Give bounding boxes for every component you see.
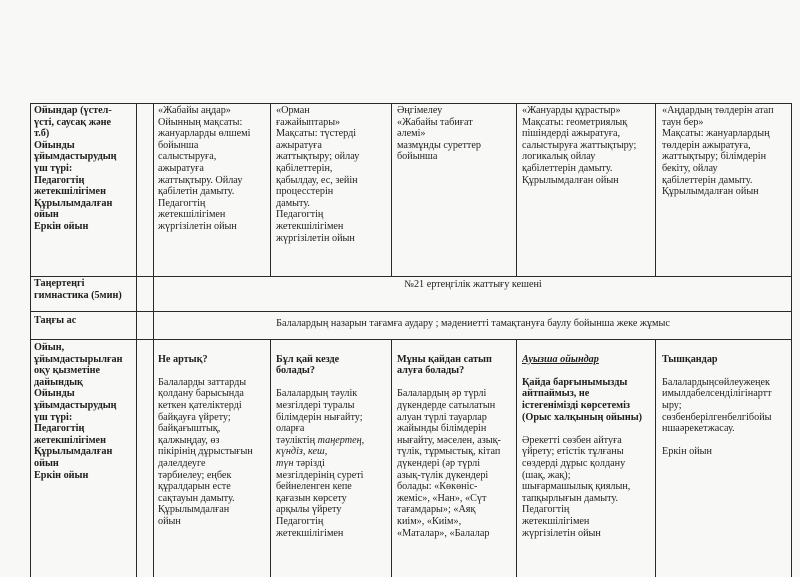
- row-label-activities: Ойын, ұйымдастырылған оқу қызметіне дайындық Ойынды ұйымдастырудың үш түрі: Педагогтің жетекшілігімен Құрылымдалған ойын Еркін ойын: [34, 342, 123, 481]
- friday-game-text: Балалардыңсөйлеужеңек имылдабелсенділігінартт ыру; сөзбенберілгенбелгібойы ншаәрекетжасау. Еркін ойын: [662, 376, 772, 458]
- column-divider: [655, 339, 656, 577]
- games-wednesday-cell: Әңгімелеу «Жабайы табиғат әлемі» мазмұнды суреттер бойынша: [397, 105, 481, 163]
- column-divider: [391, 103, 392, 276]
- tuesday-game-text: [276, 388, 390, 539]
- column-divider: [655, 103, 656, 276]
- tuesday-text-italic: таңертең, күндіз, кеш, түн: [276, 434, 365, 469]
- activities-tuesday-cell: [276, 342, 390, 576]
- tuesday-game-title: Бұл қай кезде болады?: [276, 353, 340, 377]
- breakfast-content: Балалардың назарын тағамға аудару ; мәдениетті тамақтануға баулу бойынша жеке жұмыс: [276, 318, 670, 329]
- activities-friday-cell: [662, 342, 790, 576]
- wednesday-game-text: Балалардың әр түрлі дүкендерде сатылатын алуан түрлі тауарлар жайынды білімдерін нығайту, мәселен, азық- түлік, тұрмыстық, кітап дүкендері (әр түрлі азық-түлік дүкендері болады: «Көкөніс- жеміс», «Нан», «Сүт тағамдары»; «Аяқ киім», «Киім», «Маталар», «Балалар: [397, 388, 501, 539]
- activities-monday-cell: [158, 342, 269, 576]
- tuesday-text-part-1: Балалардың тәулік мезгілдері туралы білімдерін нығайту; оларға тәуліктің: [276, 388, 363, 446]
- monday-game-title: Не артық?: [158, 353, 208, 365]
- row-divider: [30, 276, 791, 277]
- games-thursday-cell: «Жануарды құрастыр» Мақсаты: геометриялық пішіндерді ажыратуға, салыстыруға жаттықтыру; логикалық ойлау қабілеттерін дамыту. Құрылымдалған ойын: [522, 105, 637, 186]
- column-divider: [516, 339, 517, 577]
- friday-game-title: Тышқандар: [662, 353, 718, 365]
- wednesday-game-title: Мұны қайдан сатып алуға болады?: [397, 353, 492, 377]
- thursday-game-text: Әрекетті сөзбен айтуға үйрету; етістік тұлғаны сөздерді дұрыс қолдану (шақ, жақ); шығармашылық қиялын, тапқырлығын дамыту. Педагогтің жетекшілігімен жүргізілетін ойын: [522, 434, 631, 539]
- row-label-breakfast: Таңғы ас: [34, 315, 77, 326]
- column-divider: [136, 103, 137, 577]
- games-friday-cell: «Аңдардың төлдерін атап таун бер» Мақсаты: жануарлардың төлдерін ажыратуға, жаттықтыру; білімдерін бекіту, ойлау қабілеттерін дамыту. Құрылымдалған ойын: [662, 105, 774, 198]
- games-tuesday-cell: «Орман ғажайыптары» Мақсаты: түстерді ажыратуға жаттықтыру; ойлау қабілеттерін, қабылдау, ес, зейін процесстерін дамыту. Педагогтің жетекшілігімен жүргізілетін ойын: [276, 105, 360, 244]
- table-left-border: [30, 103, 31, 577]
- row-divider: [30, 339, 791, 340]
- activities-wednesday-cell: [397, 342, 515, 576]
- table-top-border: [30, 103, 791, 104]
- thursday-game-title: Ауызша ойындар: [522, 353, 599, 365]
- table-right-border: [791, 103, 792, 577]
- row-label-gymnastics: Таңертеңгі гимнастика (5мин): [34, 278, 122, 301]
- column-divider: [270, 103, 271, 276]
- column-divider: [153, 103, 154, 577]
- tuesday-text-part-2: тәрізді мезгілдерінің суреті бейнеленген кепе қағазын көрсету арқылы үйрету Педагогтің жетекшілігімен: [276, 457, 364, 539]
- activities-thursday-cell: [522, 342, 654, 576]
- gymnastics-content: №21 ертеңгілік жаттығу кешені: [404, 279, 542, 290]
- monday-game-text: Балаларды заттарды қолдану барысында кеткен қателіктерді байқауға үйрету; байқағыштық, қалжыңдау, өз пікірінің дұрыстығын дәлелдеуге тәрбиелеу; еңбек құралдарын есте сақтауын дамыту. Құрылымдалған ойын: [158, 376, 253, 527]
- column-divider: [391, 339, 392, 577]
- column-divider: [270, 339, 271, 577]
- games-monday-cell: «Жабайы аңдар» Ойынның мақсаты: жануарларды өлшемі бойынша салыстыруға, ажыратуға жаттықтыру. Ойлау қабілетін дамыту. Педагогтің жетекшілігімен жүргізілетін ойын: [158, 105, 251, 232]
- column-divider: [516, 103, 517, 276]
- row-divider: [30, 311, 791, 312]
- row-label-games: Ойындар (үстел- үсті, саусақ және т.б) Ойынды ұйымдастырудың үш түрі: Педагогтің жетекшілігімен Құрылымдалған ойын Еркін ойын: [34, 105, 117, 232]
- thursday-game-subtitle: Қайда барғынымызды айтпаймыз, не істегенімізді көрсетеміз (Орыс халқының ойыны): [522, 376, 643, 423]
